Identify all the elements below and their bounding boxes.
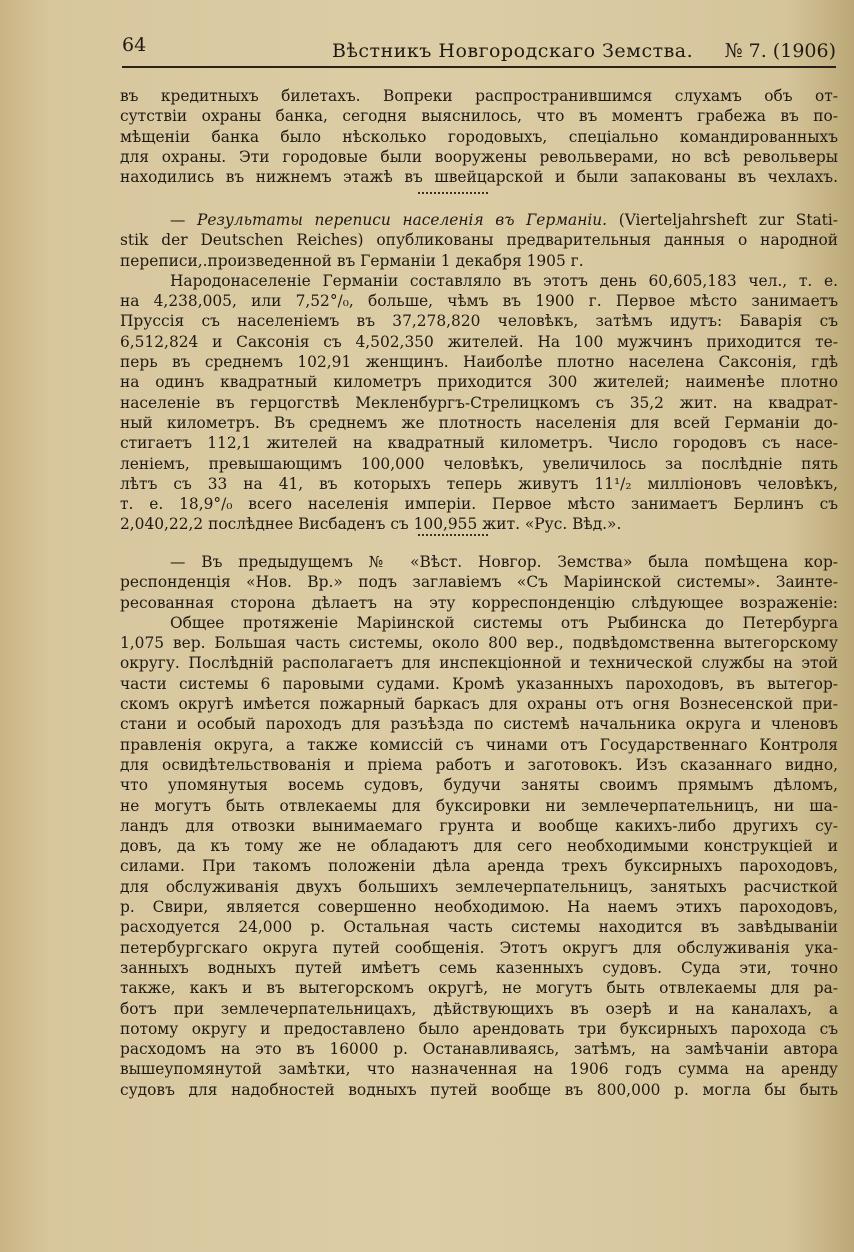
text-line: силами. При такомъ положеніи дѣла аренда трехъ буксирныхъ пароходовъ, bbox=[120, 857, 838, 876]
text-line: на одинъ квадратный километръ приходится 300 жителей; наименѣе плотно bbox=[120, 373, 838, 392]
issue-number: № 7. (1906) bbox=[724, 40, 836, 62]
article-heading-line bbox=[120, 210, 838, 230]
text-line: округу. Послѣдній располагаетъ для инспекціонной и технической службы на этой bbox=[120, 654, 838, 673]
text-line: Общее протяженіе Маріинской системы отъ Рыбинска до Петербурга bbox=[170, 613, 838, 632]
text-line: на 4,238,005, или 7,52°/₀, больше, чѣмъ въ 1900 г. Первое мѣсто занимаетъ bbox=[120, 292, 838, 311]
text-line: ландъ для отвозки вынимаемаго грунта и вообще какихъ-либо другихъ су- bbox=[120, 816, 838, 835]
text-line: — Въ предыдущемъ № «Вѣст. Новгор. Земства» была помѣщена кор- bbox=[170, 553, 838, 571]
heading-source: (Vierteljahrsheft zur Stati- bbox=[618, 211, 838, 229]
article-heading: Результаты переписи населенія въ Германіи. bbox=[197, 211, 608, 229]
page-number: 64 bbox=[122, 34, 147, 56]
section-separator bbox=[418, 528, 488, 536]
text-line: расходомъ на это въ 16000 р. Останавливаясь, затѣмъ, на замѣчаніи автора bbox=[120, 1040, 838, 1059]
text-line: правленія округа, а также комиссій съ чинами отъ Государственнаго Контроля bbox=[120, 735, 838, 754]
text-line: для обслуживанія двухъ большихъ землечерпательницъ, занятыхъ расчисткой bbox=[120, 877, 838, 896]
text-line: вышеупомянутой замѣтки, что назначенная на 1906 годъ сумма на аренду bbox=[120, 1060, 838, 1079]
text-line: что упомянутыя восемь судовъ, будучи заняты своимъ прямымъ дѣломъ, bbox=[120, 776, 838, 795]
page-header bbox=[122, 34, 838, 68]
text-line: 1,075 вер. Большая часть системы, около 800 вер., подвѣдомственна вытегорскому bbox=[120, 634, 838, 653]
text-line: сутствіи охраны банка, сегодня выяснилось, что въ моментъ грабежа въ по- bbox=[120, 107, 838, 126]
journal-title: Вѣстникъ Новгородскаго Земства. bbox=[332, 40, 694, 62]
text-line: занныхъ водныхъ путей имѣетъ семь казенныхъ судовъ. Суда эти, точно bbox=[120, 958, 838, 977]
text-line: ресованная сторона дѣлаетъ на эту корреспонденцію слѣдующее возраженіе: bbox=[120, 593, 838, 612]
text-line: потому округу и предоставлено было арендовать три буксирныхъ парохода съ bbox=[120, 1019, 838, 1038]
text-line: лѣтъ съ 33 на 41, въ которыхъ теперь живутъ 11¹/₂ милліоновъ человѣкъ, bbox=[120, 474, 838, 493]
text-line: ботъ при землечерпательницахъ, дѣйствующихъ въ озерѣ и на каналахъ, а bbox=[120, 999, 838, 1018]
text-line: stik der Deutschen Reiches) опубликованы предварительныя данныя о народной bbox=[120, 231, 838, 250]
text-line: части системы 6 паровыми судами. Кромѣ указанныхъ пароходовъ, въ вытегор- bbox=[120, 674, 838, 693]
text-line: населеніе въ герцогствѣ Мекленбургъ-Стрелицкомъ съ 35,2 жит. на квадрат- bbox=[120, 393, 838, 412]
text-line: для охраны. Эти городовые были вооружены револьверами, но всѣ револьверы bbox=[120, 147, 838, 166]
text-line: Народонаселеніе Германіи составляло въ этотъ день 60,605,183 чел., т. е. bbox=[170, 271, 838, 290]
text-line: стигаетъ 112,1 жителей на квадратный километръ. Число городовъ съ насе- bbox=[120, 434, 838, 453]
text-line: перь въ среднемъ 102,91 женщинъ. Наиболѣе плотно населена Саксонія, гдѣ bbox=[120, 353, 838, 372]
text-line: въ кредитныхъ билетахъ. Вопреки распространившимся слухамъ объ от- bbox=[120, 87, 838, 105]
text-line: скомъ округѣ имѣется пожарный баркасъ для охраны отъ огня Вознесенской при- bbox=[120, 695, 838, 714]
header-rule bbox=[122, 66, 836, 68]
text-line: находились въ нижнемъ этажѣ въ швейцарской и были запакованы въ чехлахъ. bbox=[120, 168, 838, 187]
text-line: 6,512,824 и Саксонія съ 4,502,350 жителей. На 100 мужчинъ приходится те- bbox=[120, 332, 838, 351]
text-line: также, какъ и въ вытегорскомъ округѣ, не могутъ быть отвлекаемы для ра- bbox=[120, 979, 838, 998]
text-line: стани и особый пароходъ для разъѣзда по системѣ начальника округа и членовъ bbox=[120, 715, 838, 734]
text-line: судовъ для надобностей водныхъ путей вообще въ 800,000 р. могла бы быть bbox=[120, 1080, 838, 1099]
text-line: 2,040,22,2 послѣднее Висбаденъ съ 100,955 жит. «Рус. Вѣд.». bbox=[120, 515, 622, 534]
text-line: для освидѣтельствованія и пріема работъ и заготовокъ. Изъ сказаннаго видно, bbox=[120, 755, 838, 774]
text-line: ный километръ. Въ среднемъ же плотность населенія для всей Германіи до- bbox=[120, 413, 838, 432]
text-line: респонденція «Нов. Вр.» подъ заглавіемъ «Съ Маріинской системы». Заинте- bbox=[120, 573, 838, 592]
text-line: петербургскаго округа путей сообщенія. Этотъ округъ для обслуживанія ука- bbox=[120, 938, 838, 957]
text-line: не могутъ быть отвлекаемы для буксировки ни землечерпательницъ, ни ша- bbox=[120, 796, 838, 815]
text-line: р. Свири, является совершенно необходимою. На наемъ этихъ пароходовъ, bbox=[120, 898, 838, 917]
article-bank-robbery bbox=[120, 86, 838, 187]
text-line: расходуется 24,000 р. Остальная часть системы находится въ завѣдываніи bbox=[120, 918, 838, 937]
heading-dash: — bbox=[170, 211, 186, 229]
text-line: леніемъ, превышающимъ 100,000 человѣкъ, увеличилось за послѣдніе пять bbox=[120, 454, 838, 473]
article-mariinsk-system bbox=[120, 552, 838, 1100]
text-line: т. е. 18,9°/₀ всего населенія имперіи. Первое мѣсто занимаетъ Берлинъ съ bbox=[120, 495, 838, 514]
text-line: переписи,.произведенной въ Германіи 1 декабря 1905 г. bbox=[120, 251, 584, 270]
text-line: довъ, да къ тому же не обладаютъ для сего необходимыми конструкціей и bbox=[120, 837, 838, 856]
article-census-germany bbox=[120, 210, 838, 535]
section-separator bbox=[418, 186, 488, 194]
text-line: Пруссія съ населеніемъ въ 37,278,820 человѣкъ, затѣмъ идутъ: Баварія съ bbox=[120, 312, 838, 331]
text-line: мѣщеніи банка было нѣсколько городовыхъ, спеціально командированныхъ bbox=[120, 127, 838, 146]
